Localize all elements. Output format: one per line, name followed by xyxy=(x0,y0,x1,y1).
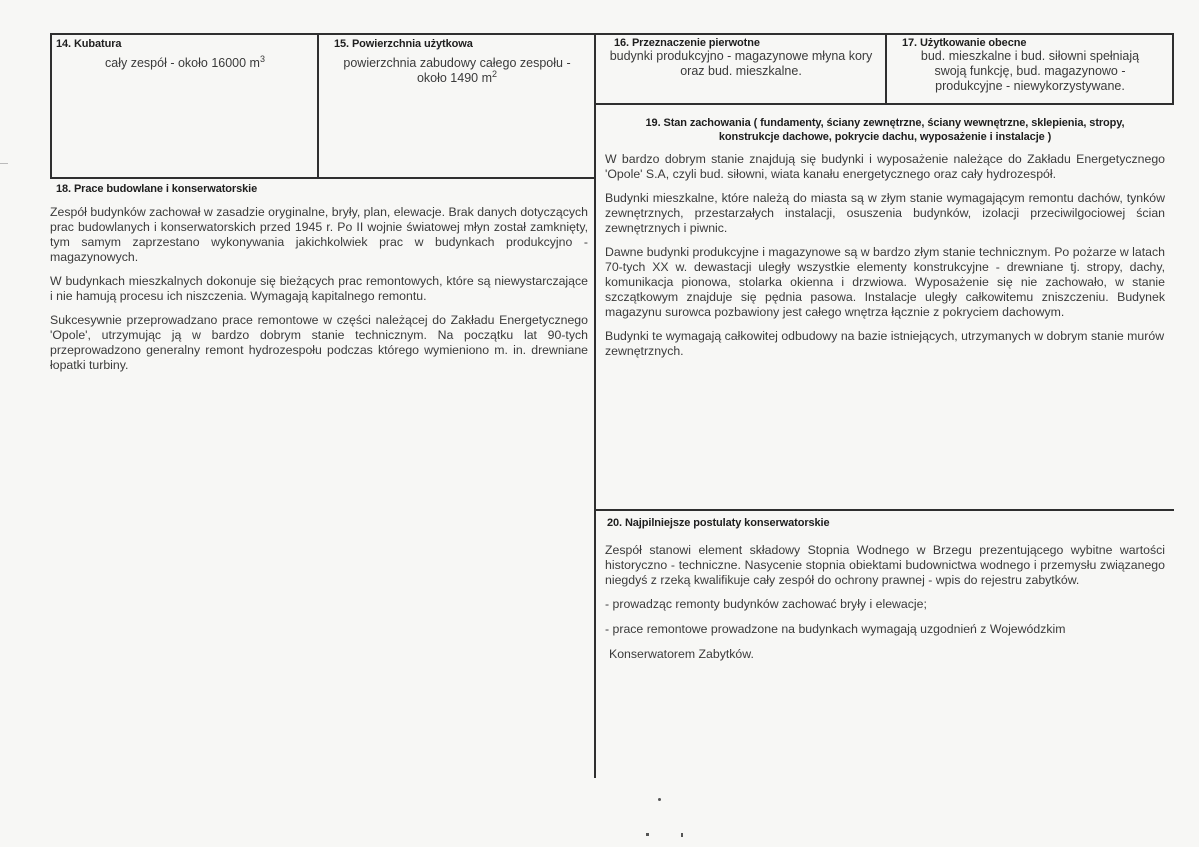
section-17-heading: 17. Użytkowanie obecne xyxy=(902,37,1027,49)
line-under-19 xyxy=(594,509,1174,511)
line-under-14-15 xyxy=(50,177,596,179)
scan-speck xyxy=(646,833,649,836)
cubature-unit-sup: 3 xyxy=(259,53,265,64)
section-18-paragraph: W budynkach mieszkalnych dokonuje się bieżących prac remontowych, które są niewystarczające i nie hamują procesu ich niszczenia. Wymagają kapitalnego remontu. xyxy=(50,274,588,303)
section-14-cubature xyxy=(54,36,316,176)
section-19-paragraph: Dawne budynki produkcyjne i magazynowe są w bardzo złym stanie technicznym. Po pożarze w latach 70-tych XX w. dewastacji uległy wszystkie elementy konstrukcyjne - drewniane tj. stropy, dachy, komunikacja pionowa, stolarka okienna i drzwiowa. Wyposażenie się nie zachowało, w stanie szczątkowym znajduje się pędnia pasowa. Instalacje uległy całkowitemu zniszczeniu. Budynek magazynu surowca pozbawiony jest całego wnętrza łącznie z pokryciem dachowym. xyxy=(605,245,1165,319)
divider-15-16 xyxy=(594,33,596,778)
section-18-paragraph: Zespół budynków zachował w zasadzie oryginalne, bryły, plan, elewacje. Brak danych dotyczących prac budowlanych i konserwatorskich przed 1945 r. Po II wojnie światowej młyn został zamknięty, tym samym zaprzestano wykonywania jakichkolwiek prac w budynkach produkcyjno - magazynowych. xyxy=(50,205,588,264)
section-16-value: budynki produkcyjno - magazynowe młyna kory oraz bud. mieszkalne. xyxy=(609,49,873,78)
section-19-paragraph: Budynki mieszkalne, które należą do miasta są w złym stanie wymagającym remontu dachów, tynków zewnętrznych, przestarzałych instalacji, osuszenia budynków, izolacji przeciwilgociowej ścian zewnętrznych i piwnic. xyxy=(605,191,1165,235)
divider-14-15 xyxy=(317,33,319,179)
section-19-paragraph: W bardzo dobrym stanie znajdują się budynki i wyposażenie należące do Zakładu Energetycznego 'Opole' S.A, czyli bud. siłowni, wiata kanału energetycznego oraz cały hydrozespół. xyxy=(605,152,1165,181)
right-border-line xyxy=(1172,33,1174,104)
section-18-body xyxy=(50,205,588,373)
area-text: powierzchnia zabudowy całego zespołu - około 1490 m xyxy=(343,56,571,85)
section-20-paragraph: Zespół stanowi element składowy Stopnia Wodnego w Brzegu prezentującego wybitne wartości historyczno - techniczne. Nasycenie stopnia obiektami budownictwa wodnego i przemysłu związanego niegdyś z rzeką kwalifikuje cały zespół do ochrony prawnej - wpis do rejestru zabytków. xyxy=(605,543,1165,587)
section-19-heading: 19. Stan zachowania ( fundamenty, ściany zewnętrzne, ściany wewnętrzne, sklepienia, stropy, konstrukcje dachowe, pokrycie dachu, wyposażenie i instalacje ) xyxy=(645,117,1125,143)
section-18-paragraph: Sukcesywnie przeprowadzano prace remontowe w części należącej do Zakładu Energetycznego 'Opole', utrzymując ją w bardzo dobrym stanie technicznym. Na początku lat 90-tych przeprowadzono generalny remont hydrozespołu podczas którego wymieniono m. in. drewniane łopatki turbiny. xyxy=(50,313,588,372)
section-15-usable-area xyxy=(322,36,592,176)
divider-16-17 xyxy=(885,33,887,104)
section-14-heading: 14. Kubatura xyxy=(56,38,122,50)
section-20-heading: 20. Najpilniejsze postulaty konserwatorskie xyxy=(607,517,830,529)
section-20-body xyxy=(605,543,1165,662)
scan-speck xyxy=(681,833,683,837)
area-unit-sup: 2 xyxy=(492,68,498,79)
section-19-state-of-preservation xyxy=(605,116,1165,506)
section-20-bullet: - prace remontowe prowadzone na budynkach wymagają uzgodnień z Wojewódzkim xyxy=(605,622,1066,636)
top-border-line xyxy=(50,33,1174,35)
scan-speck xyxy=(0,163,8,164)
section-19-paragraph: Budynki te wymagają całkowitej odbudowy na bazie istniejących, utrzymanych w dobrym stanie murów zewnętrznych. xyxy=(605,329,1165,358)
section-16-original-purpose xyxy=(600,36,882,102)
section-15-heading: 15. Powierzchnia użytkowa xyxy=(334,38,473,50)
line-under-16-17 xyxy=(594,103,1174,105)
section-19-body xyxy=(605,152,1165,359)
section-14-value xyxy=(54,53,316,71)
section-20-continuation: Konserwatorem Zabytków. xyxy=(609,647,754,661)
scan-speck xyxy=(658,798,661,801)
section-15-value xyxy=(322,56,592,86)
left-border-line xyxy=(50,33,52,178)
section-17-value: bud. mieszkalne i bud. siłowni spełniają swoją funkcję, bud. magazynowo - produkcyjne - niewykorzystywane. xyxy=(920,49,1140,93)
section-20-bullet: - prowadząc remonty budynków zachować bryły i elewacje; xyxy=(605,597,927,611)
section-18-construction-works xyxy=(50,181,588,481)
section-16-heading: 16. Przeznaczenie pierwotne xyxy=(614,37,760,49)
cubature-text: cały zespół - około 16000 m xyxy=(105,56,260,70)
section-17-current-use xyxy=(890,36,1170,102)
section-18-heading: 18. Prace budowlane i konserwatorskie xyxy=(56,183,258,195)
section-20-conservation-postulates xyxy=(605,514,1165,714)
